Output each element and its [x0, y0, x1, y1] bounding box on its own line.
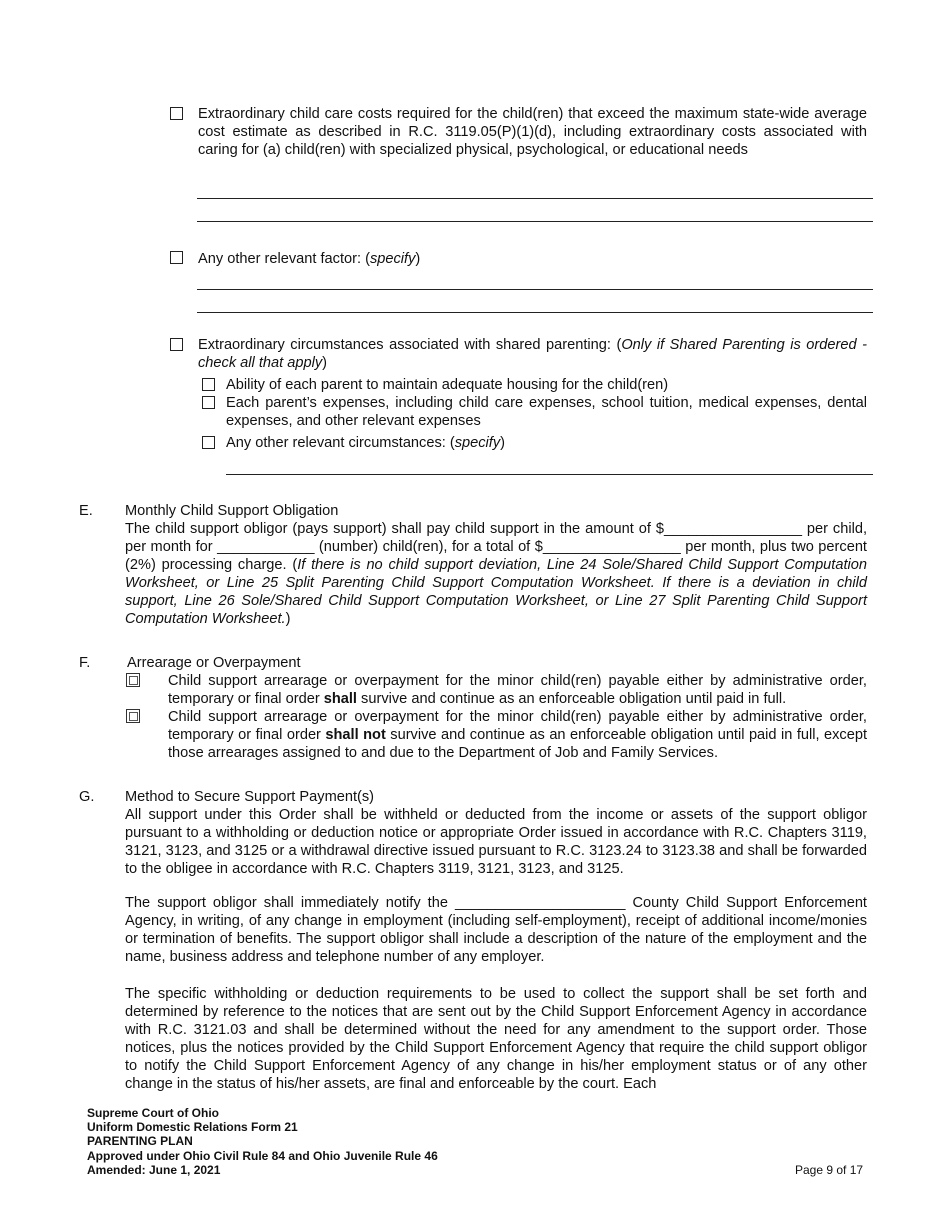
expenses-checkbox[interactable]	[202, 396, 215, 409]
housing-checkbox[interactable]	[202, 378, 215, 391]
expenses-text: Each parent’s expenses, including child care expenses, school tuition, medical expenses, dental expenses, and other relevant expenses	[226, 395, 867, 429]
section-g-letter: G.	[79, 789, 95, 805]
other-factor-text: Any other relevant factor: (specify)	[198, 251, 421, 267]
childcare-costs-checkbox[interactable]	[170, 107, 183, 120]
childcare-specify-line-2[interactable]	[197, 221, 873, 222]
arrearage-not-survive-checkbox[interactable]	[126, 709, 140, 723]
section-g-paragraph-2: The support obligor shall immediately notify the _____________________ County Child Support Enforcement Agency, in writing, of any change in employment (including self-employment), receipt of additional income/monies or termination of benefits. The support obligor shall include a description of the nature of the employment and the name, business address and telephone number of any employer.	[125, 895, 867, 965]
footer-block	[87, 1106, 438, 1177]
arrearage-survive-text: Child support arrearage or overpayment for the minor child(ren) payable either by administrative order, temporary or final order shall survive and continue as an enforceable obligation until paid in full.	[168, 673, 867, 707]
section-g-paragraph-1: All support under this Order shall be withheld or deducted from the income or assets of the support obligor pursuant to a withholding or deduction notice or appropriate Order issued in accordance with R.C. Chapters 3119, 3121, 3123, and 3125 or a withdrawal directive issued pursuant to R.C. 3123.24 to 3123.38 and shall be forwarded to the obligee in accordance with R.C. Chapters 3119, 3121, 3123, and 3125.	[125, 807, 867, 877]
footer-line: Approved under Ohio Civil Rule 84 and Ohio Juvenile Rule 46	[87, 1148, 438, 1163]
section-e-paragraph: The child support obligor (pays support) shall pay child support in the amount of $_________________ per child, per month for ____________ (number) child(ren), for a total of $_________________ per month, plus two percent (2%) processing charge. (If there is no child support deviation, Line 24 Sole/Shared Child Support Computation Worksheet, or Line 25 Split Parenting Child Support Computation Worksheet. If there is a deviation in child support, Line 26 Sole/Shared Child Support Computation Worksheet, or Line 27 Split Parenting Child Support Computation Worksheet.)	[125, 521, 867, 627]
other-factor-checkbox[interactable]	[170, 251, 183, 264]
section-g-paragraph-3: The specific withholding or deduction requirements to be used to collect the support shall be set forth and determined by reference to the notices that are sent out by the Child Support Enforcement Agency in accordance with R.C. 3121.03 and shall be determined without the need for any amendment to the support order. Those notices, plus the notices provided by the Child Support Enforcement Agency that require the child support obligor to notify the Child Support Enforcement Agency of any change in his/her employment status or of any other change in the status of his/her assets, are final and enforceable by the court. Each	[125, 986, 867, 1092]
footer-line: Uniform Domestic Relations Form 21	[87, 1120, 298, 1135]
other-circumstances-text: Any other relevant circumstances: (specify)	[226, 435, 506, 451]
footer-line: Amended: June 1, 2021	[87, 1162, 221, 1177]
section-f-title: Arrearage or Overpayment	[127, 655, 301, 671]
other-circumstances-line[interactable]	[226, 474, 873, 475]
page-number: Page 9 of 17	[795, 1163, 864, 1177]
section-f-letter: F.	[79, 655, 91, 671]
shared-parenting-text: Extraordinary circumstances associated with shared parenting: (Only if Shared Parenting is ordered - check all that apply)	[198, 337, 867, 371]
section-g-title: Method to Secure Support Payment(s)	[125, 789, 375, 805]
arrearage-not-survive-text: Child support arrearage or overpayment for the minor child(ren) payable either by administrative order, temporary or final order shall not survive and continue as an enforceable obligation until paid in full, except those arrearages assigned to and due to the Department of Job and Family Services.	[168, 709, 868, 761]
footer-line: PARENTING PLAN	[87, 1134, 193, 1149]
other-circumstances-checkbox[interactable]	[202, 436, 215, 449]
shared-parenting-checkbox[interactable]	[170, 338, 183, 351]
footer-line: Supreme Court of Ohio	[87, 1106, 219, 1120]
section-e-title: Monthly Child Support Obligation	[125, 503, 339, 519]
childcare-costs-text: Extraordinary child care costs required for the child(ren) that exceed the maximum state-wide average cost estimate as described in R.C. 3119.05(P)(1)(d), including extraordinary costs associated with caring for (a) child(ren) with specialized physical, psychological, or educational needs	[198, 106, 867, 158]
other-factor-line-1[interactable]	[197, 289, 873, 290]
section-e-letter: E.	[79, 503, 93, 519]
childcare-specify-line-1[interactable]	[197, 198, 873, 199]
housing-text: Ability of each parent to maintain adequate housing for the child(ren)	[226, 377, 669, 393]
arrearage-survive-checkbox[interactable]	[126, 673, 140, 687]
other-factor-line-2[interactable]	[197, 312, 873, 313]
